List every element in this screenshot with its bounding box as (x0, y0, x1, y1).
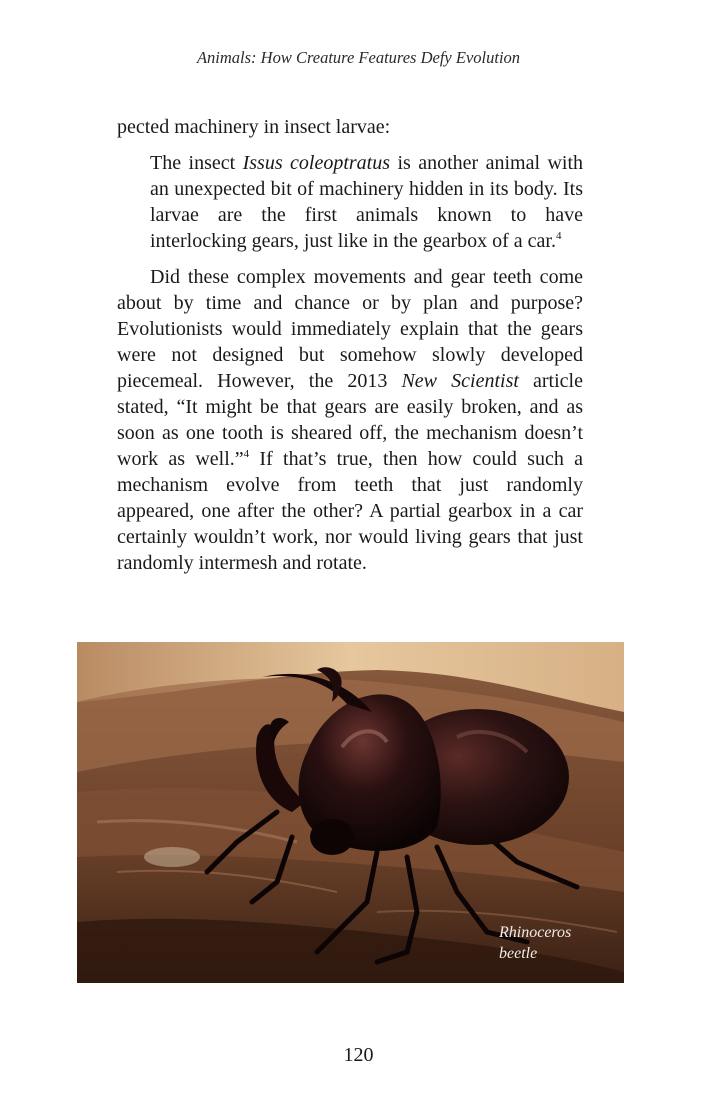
photo-caption (499, 922, 571, 964)
running-title: Animals: How Creature Features Defy Evolution (196, 48, 521, 67)
body-paragraph (117, 264, 583, 576)
beetle-photo (77, 642, 624, 983)
quote-species-name: Issus coleoptratus (242, 152, 391, 174)
paragraph-text-2: article stated, “It might be that gears are easily broken, and as soon as one tooth is sheared off, the mechanism doesn’t work as well.” (117, 370, 583, 470)
paragraph-text-1: Did these complex movements and gear teeth come about by time and chance or by plan and purpose? Evolutionists would immediately explain that the gears were not designed but somehow slowly developed piecemeal. However, the 2013 (117, 266, 583, 392)
lead-line: pected machinery in insect larvae: (117, 116, 391, 138)
caption-line-1: Rhinoceros (499, 924, 572, 941)
page-number: 120 (343, 1044, 374, 1066)
paragraph-text-3: If that’s true, then how could such a mechanism evolve from teeth that just randomly appeared, one after the other? A partial gearbox in a car certainly wouldn’t work, nor would living gears that just randomly intermesh and rotate. (117, 448, 583, 574)
quote-text-1: The insect (150, 152, 243, 174)
quote-text-2: is another animal with an unexpected bit of machinery hidden in its body. Its larvae are the first animals known to have interlocking gears, just like in the gearbox of a car. (150, 152, 583, 252)
paragraph-footnote-ref: 4 (243, 448, 250, 460)
block-quote (150, 150, 583, 254)
caption-line-2: beetle (499, 945, 538, 962)
paragraph-journal-name: New Scientist (401, 370, 519, 392)
quote-footnote-ref: 4 (555, 230, 562, 242)
main-text (117, 114, 583, 576)
